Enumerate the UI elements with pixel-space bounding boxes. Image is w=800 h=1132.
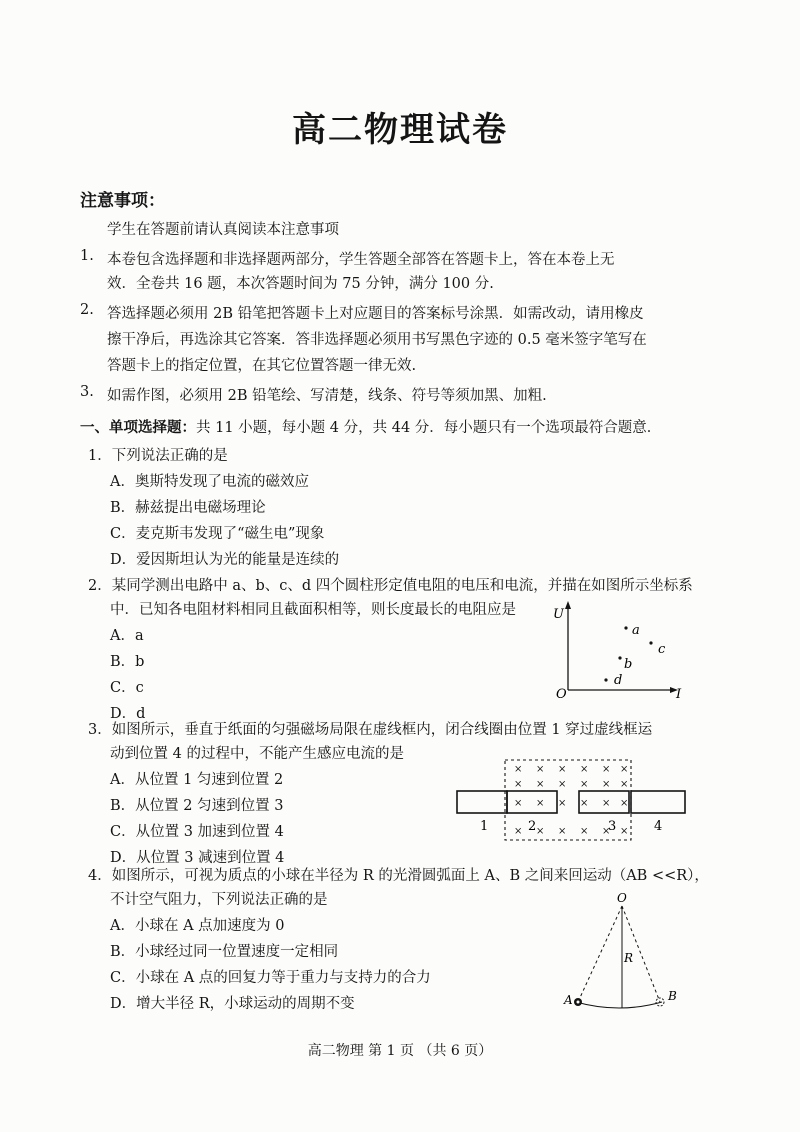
question-stem: 不计空气阻力，下列说法正确的是: [110, 892, 328, 908]
notice-item-number: 2.: [80, 302, 94, 318]
field-mark: ×: [514, 798, 523, 809]
question-stem: 4．如图所示，可视为质点的小球在半径为 R 的光滑圆弧面上 A、B 之间来回运动（AB <<R），: [88, 868, 709, 884]
field-mark: ×: [620, 826, 629, 837]
point-label-c: c: [658, 642, 666, 657]
ui-graph-figure: [548, 598, 698, 702]
position-label-1: 1: [480, 819, 489, 834]
notice-item-number: 3.: [80, 384, 94, 400]
radius-label: R: [624, 951, 634, 965]
point-label-b: b: [624, 657, 633, 672]
field-mark: ×: [536, 826, 545, 837]
point-label-a: a: [632, 623, 640, 638]
point-label-a: A: [564, 993, 573, 1007]
section-text: 共 11 小题，每小题 4 分，共 44 分．每小题只有一个选项最符合题意．: [196, 420, 662, 436]
question-stem: 1．下列说法正确的是: [88, 448, 228, 464]
field-mark: ×: [580, 779, 589, 790]
question-option: C．麦克斯韦发现了“磁生电”现象: [110, 526, 325, 542]
data-point-c: [649, 641, 652, 644]
question-option: D．爱因斯坦认为光的能量是连续的: [110, 552, 340, 568]
point-label-d: d: [614, 673, 623, 688]
field-mark: ×: [602, 798, 611, 809]
field-mark: ×: [620, 779, 629, 790]
notice-item-line: 效．全卷共 16 题，本次答题时间为 75 分钟，满分 100 分.: [107, 276, 494, 292]
arc-motion-figure: [556, 890, 696, 1018]
field-mark: ×: [602, 764, 611, 775]
notice-item-number: 1.: [80, 248, 94, 264]
origin-label: O: [556, 687, 567, 702]
coil-position-1: [457, 791, 507, 813]
data-point-d: [604, 678, 607, 681]
question-option: A．a: [110, 628, 144, 644]
question-stem: 动到位置 4 的过程中，不能产生感应电流的是: [110, 746, 404, 762]
field-mark: ×: [514, 826, 523, 837]
field-mark: ×: [580, 764, 589, 775]
question-option: C．从位置 3 加速到位置 4: [110, 824, 284, 840]
question-option: B．小球经过同一位置速度一定相同: [110, 944, 339, 960]
question-stem: 3．如图所示，垂直于纸面的匀强磁场局限在虚线框内，闭合线圈由位置 1 穿过虚线框运: [88, 722, 653, 738]
y-axis-label: U: [553, 607, 564, 622]
notice-item-line: 答题卡上的指定位置，在其它位置答题一律无效.: [107, 358, 417, 374]
radius-line-left: [578, 906, 622, 1002]
section-label: 一、单项选择题：: [80, 420, 196, 436]
field-mark: ×: [602, 826, 611, 837]
point-label-b: B: [668, 989, 677, 1003]
section-heading: [80, 416, 661, 437]
question-option: B．从位置 2 匀速到位置 3: [110, 798, 284, 814]
notice-item-line: 擦干净后，再选涂其它答案．答非选择题必须用书写黑色字迹的 0.5 毫米签字笔写在: [107, 332, 647, 348]
question-option: D．从位置 3 减速到位置 4: [110, 850, 285, 866]
center-label: O: [617, 891, 627, 905]
question-option: C．小球在 A 点的回复力等于重力与支持力的合力: [110, 970, 431, 986]
field-mark: ×: [620, 764, 629, 775]
question-option: C．c: [110, 680, 144, 696]
page-footer: 高二物理 第 1 页 （共 6 页）: [307, 1043, 493, 1059]
data-point-a: [624, 626, 627, 629]
y-axis-arrow: [565, 601, 571, 609]
field-mark: ×: [514, 779, 523, 790]
page-title: 高二物理试卷: [292, 110, 508, 150]
question-option: D．d: [110, 706, 146, 722]
field-mark: ×: [536, 764, 545, 775]
field-mark: ×: [558, 764, 567, 775]
question-option: B．赫兹提出电磁场理论: [110, 500, 266, 516]
position-label-2: 2: [528, 819, 537, 834]
field-mark: ×: [620, 798, 629, 809]
notice-heading: 注意事项：: [80, 191, 165, 211]
field-mark: ×: [558, 826, 567, 837]
coil-position-4: [631, 791, 685, 813]
magnetic-field-figure: [450, 758, 694, 842]
field-mark: ×: [602, 779, 611, 790]
question-option: A．从位置 1 匀速到位置 2: [110, 772, 284, 788]
field-mark: ×: [580, 798, 589, 809]
notice-intro: 学生在答题前请认真阅读本注意事项: [107, 222, 339, 238]
question-option: A．奥斯特发现了电流的磁效应: [110, 474, 309, 490]
question-option: B．b: [110, 654, 145, 670]
notice-item-line: 答选择题必须用 2B 铅笔把答题卡上对应题目的答案标号涂黑．如需改动，请用橡皮: [107, 306, 644, 322]
notice-item-line: 如需作图，必须用 2B 铅笔绘、写清楚，线条、符号等须加黑、加粗.: [107, 388, 547, 404]
field-mark: ×: [580, 826, 589, 837]
field-mark: ×: [536, 779, 545, 790]
arc-surface: [576, 1002, 662, 1008]
position-label-4: 4: [654, 819, 663, 834]
question-option: D．增大半径 R，小球运动的周期不变: [110, 996, 355, 1012]
field-mark: ×: [558, 779, 567, 790]
question-stem: 中．已知各电阻材料相同且截面积相等，则长度最长的电阻应是: [110, 602, 516, 618]
question-option: A．小球在 A 点加速度为 0: [110, 918, 285, 934]
question-stem: 2．某同学测出电路中 a、b、c、d 四个圆柱形定值电阻的电压和电流，并描在如图所示坐标系: [88, 578, 693, 594]
data-point-b: [618, 656, 621, 659]
ball-highlight: [577, 1001, 580, 1004]
x-axis-label: I: [676, 687, 682, 702]
notice-item-line: 本卷包含选择题和非选择题两部分，学生答题全部答在答题卡上，答在本卷上无: [107, 252, 615, 268]
position-label-3: 3: [608, 819, 617, 834]
field-mark: ×: [514, 764, 523, 775]
field-mark: ×: [536, 798, 545, 809]
field-mark: ×: [558, 798, 567, 809]
